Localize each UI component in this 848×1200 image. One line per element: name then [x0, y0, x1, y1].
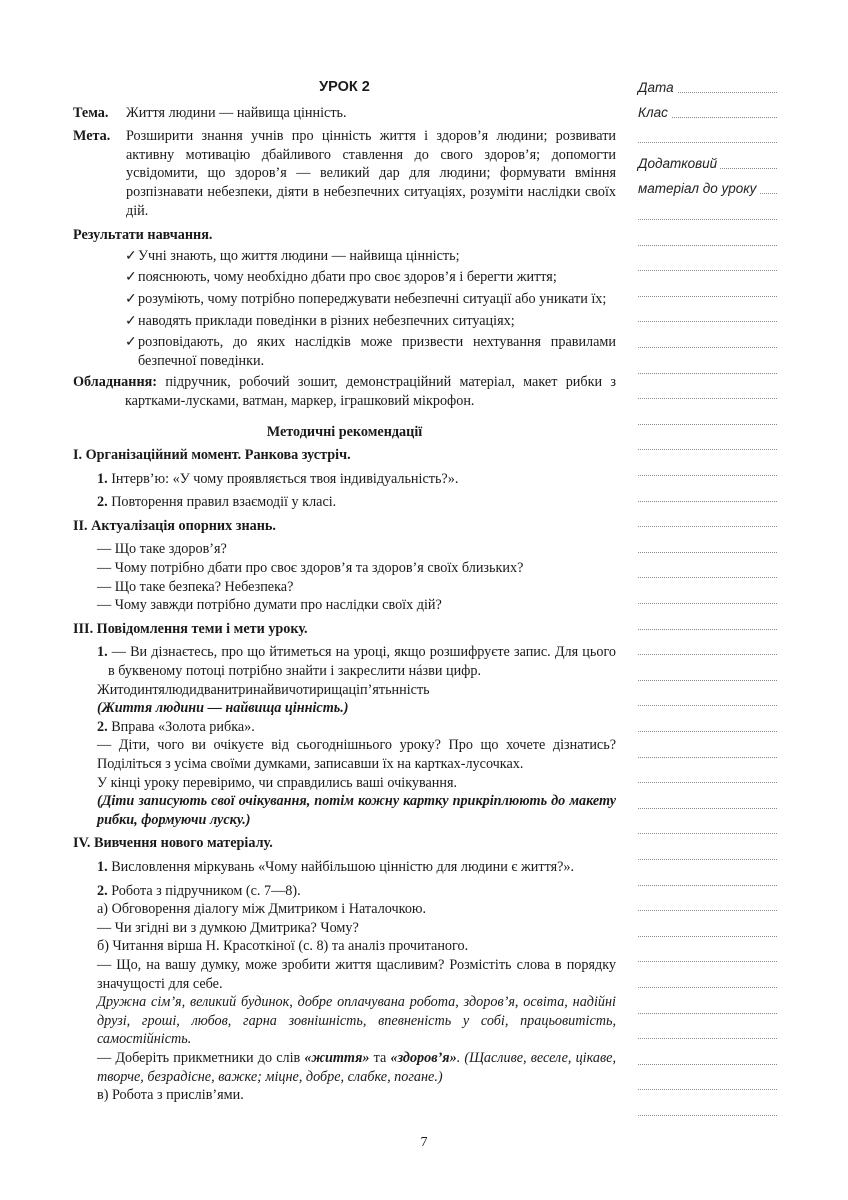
s3-end: У кінці уроку перевіримо, чи справдились ваші очікування.	[97, 774, 458, 791]
section-2-heading: II. Актуалізація опорних знань.	[73, 517, 276, 534]
list-item: ✓ наводять приклади поведінки в різних небезпечних ситуаціях;	[125, 312, 515, 329]
s1-item-2: 2. Повторення правил взаємодії у класі.	[97, 494, 337, 511]
margin-line	[638, 142, 777, 143]
margin-line	[638, 731, 777, 732]
margin-line	[638, 961, 777, 962]
margin-line	[638, 1013, 777, 1014]
notes-margin	[638, 0, 778, 1200]
check-icon: ✓	[125, 334, 137, 351]
margin-line	[638, 347, 777, 348]
s2-question: — Чому завжди потрібно думати про наслідки своїх дій?	[97, 597, 442, 614]
margin-line	[638, 987, 777, 988]
check-icon: ✓	[125, 290, 137, 307]
results-list	[125, 247, 616, 371]
s1-item-1: 1. Інтерв’ю: «У чому проявляється твоя індивідуальність?».	[97, 470, 459, 487]
margin-line	[638, 885, 777, 886]
margin-line	[638, 936, 777, 937]
list-item: ✓ розуміють, чому потрібно попереджувати небезпечні ситуації або уникати їх;	[125, 290, 607, 307]
lesson-title: УРОК 2	[319, 79, 370, 95]
s4-words: Дружна сім’я, великий будинок, добре оплачувана робота, здоров’я, освіта, надійні друзі, гроші, любов, гарна зовнішність, впевненість у собі, працьовитість, самостійність.	[97, 994, 616, 1048]
check-icon: ✓	[125, 269, 137, 286]
lesson-content	[73, 78, 616, 1105]
goal-label: Мета.	[73, 128, 111, 145]
topic-label: Тема.	[73, 104, 109, 121]
s3-item-2: 2. Вправа «Золота рибка».	[97, 718, 255, 735]
margin-line	[638, 296, 777, 297]
section-1-heading: I. Організаційний момент. Ранкова зустріч.	[73, 447, 351, 464]
margin-line	[638, 1038, 777, 1039]
margin-class-label: Клас	[638, 105, 671, 121]
s3-question: — Діти, чого ви очікуєте від сьогоднішнього уроку? Про що хочете дізнатись? Поділіться з усіма своїми думками, записавши їх на картках-лусочках.	[97, 737, 616, 772]
goal-row	[73, 127, 616, 220]
s4-item-1: 1. Висловлення міркувань «Чому найбільшою цінністю для людини є життя?».	[97, 858, 575, 875]
margin-line	[638, 270, 777, 271]
margin-line	[638, 680, 777, 681]
margin-line	[638, 629, 777, 630]
margin-line	[638, 552, 777, 553]
margin-line	[638, 526, 777, 527]
margin-line	[638, 808, 777, 809]
margin-line	[638, 1064, 777, 1065]
s3-note: (Діти записують свої очікування, потім кожну картку прикріплюють до макету рибки, формуючи луску.)	[97, 793, 616, 828]
s2-question: — Що таке безпека? Небезпека?	[97, 578, 294, 595]
margin-line	[638, 1089, 777, 1090]
topic-text: Життя людини — найвища цінність.	[126, 104, 347, 121]
s4-b: б) Читання вірша Н. Красоткіної (с. 8) та аналіз прочитаного.	[97, 938, 469, 955]
s4-item-2: 2. Робота з підручником (с. 7—8).	[97, 882, 301, 899]
margin-line	[638, 373, 777, 374]
s4-c: в) Робота з прислів’ями.	[97, 1087, 244, 1104]
s4-b-question: — Що, на вашу думку, може зробити життя щасливим? Розмістіть слова в порядку значущості для себе.	[97, 956, 616, 992]
margin-extra-label-1: Додатковий	[638, 156, 720, 172]
goal-text: Розширити знання учнів про цінність життя і здоров’я людини; розвивати активну мотивацію дбайливого ставлення до свого здоров’я; допомогти усвідомити, що здоров’я — великий дар для людини; формувати вміння розпізнавати небезпеки, діяти в небезпечних ситуаціях, розуміти наслідки своїх дій.	[126, 128, 616, 219]
margin-line	[638, 833, 777, 834]
s2-question: — Що таке здоров’я?	[97, 541, 227, 558]
margin-line	[638, 449, 777, 450]
s4-a-question: — Чи згідні ви з думкою Дмитрика? Чому?	[97, 919, 359, 936]
margin-line	[638, 782, 777, 783]
s3-item-1: 1. — Ви дізнаєтесь, про що йтиметься на уроці, якщо розшифруєте запис. Для цього в буквеному потоці потрібно знайти і закреслити нáзви цифр.	[97, 644, 616, 680]
margin-line	[638, 219, 777, 220]
margin-line	[638, 501, 777, 502]
methods-heading: Методичні рекомендації	[266, 423, 423, 440]
check-icon: ✓	[125, 247, 137, 264]
page-number: 7	[420, 1135, 428, 1150]
section-3-heading: III. Повідомлення теми і мети уроку.	[73, 620, 308, 637]
margin-line	[638, 859, 777, 860]
equipment-text: підручник, робочий зошит, демонстраційний матеріал, макет рибки з картками-лусками, ватман, маркер, іграшковий мікрофон.	[125, 374, 616, 409]
check-icon: ✓	[125, 312, 137, 329]
s4-adjectives: — Доберіть прикметники до слів «життя» та «здоров’я». (Щасливе, веселе, цікаве, творче, безрадісне, важке; міцне, добре, слабке, погане.)	[97, 1049, 616, 1085]
equipment-row	[73, 373, 616, 410]
equipment-label: Обладнання:	[73, 374, 158, 391]
s3-code: Житодинтялюдидванитринайвичотирищаціп’ятьнність	[97, 681, 430, 698]
margin-line	[638, 757, 777, 758]
margin-date-label: Дата	[638, 80, 677, 96]
s2-question: — Чому потрібно дбати про своє здоров’я та здоров’я своїх близьких?	[97, 560, 524, 577]
list-item: ✓ Учні знають, що життя людини — найвища цінність;	[125, 247, 460, 264]
margin-line	[638, 1115, 777, 1116]
list-item: ✓ пояснюють, чому необхідно дбати про своє здоров’я і берегти життя;	[125, 269, 557, 286]
margin-extra-label-2: матеріал до уроку	[638, 181, 759, 197]
section-4-heading: IV. Вивчення нового матеріалу.	[73, 835, 273, 852]
margin-line	[638, 705, 777, 706]
margin-line	[638, 654, 777, 655]
s3-answer: (Життя людини — найвища цінність.)	[97, 700, 349, 717]
s4-a: а) Обговорення діалогу між Дмитриком і Наталочкою.	[97, 901, 427, 918]
margin-line	[638, 424, 777, 425]
topic-row	[73, 104, 616, 123]
margin-line	[638, 475, 777, 476]
list-item: ✓ розповідають, до яких наслідків може призвести нехтування правилами безпечної поведінки.	[125, 334, 616, 369]
margin-line	[638, 321, 777, 322]
margin-line	[638, 603, 777, 604]
margin-line	[638, 577, 777, 578]
margin-line	[638, 910, 777, 911]
margin-line	[638, 245, 777, 246]
results-heading: Результати навчання.	[73, 227, 213, 244]
margin-line	[638, 398, 777, 399]
